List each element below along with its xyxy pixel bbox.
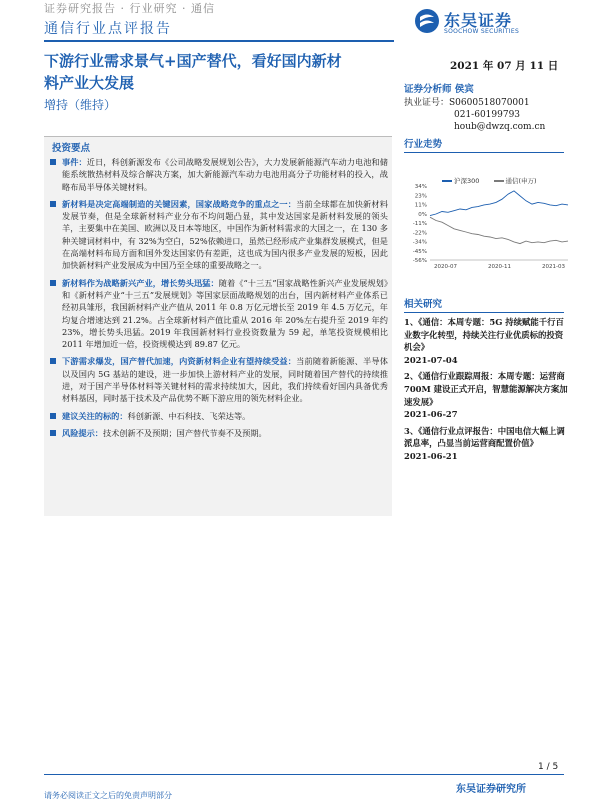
key-point-lead: 新材料作为战略新兴产业，增长势头迅猛： [62, 277, 219, 288]
key-point-lead: 建议关注的标的： [62, 410, 128, 421]
related-list [404, 316, 568, 467]
x-tick-label: 2020-11 [488, 264, 511, 270]
y-tick-label: -34% [412, 239, 427, 246]
related-item-date: 2021-06-27 [404, 409, 458, 420]
key-point-text: 科创新源、中石科技、飞荣达等。 [127, 410, 251, 421]
key-point-lead: 新材料是决定高端制造的关键因素，国家战略竞争的重点之一： [62, 198, 297, 209]
report-title-line1: 下游行业需求景气+国产替代，看好国内新材 [44, 52, 342, 70]
report-title [44, 50, 394, 94]
related-item-date: 2021-07-04 [404, 354, 458, 365]
y-tick-label: -22% [412, 230, 427, 237]
related-item[interactable] [404, 425, 568, 463]
brand-name-en: SOOCHOW SECURITIES [444, 28, 520, 35]
key-point-item [48, 156, 388, 193]
brand-name-cn: 东吴证券 [444, 11, 513, 30]
legend-label: 沪深300 [454, 177, 480, 185]
analyst-phone: 021-60199793 [454, 110, 521, 120]
y-tick-label: -11% [412, 221, 427, 227]
related-item-title: 3、《通信行业点评报告：中国电信大幅上调派息率，凸显当前运营商配置价值》 [404, 425, 565, 449]
key-points-divider [44, 136, 392, 137]
key-point-text: 当前全球都在加快新材料发展节奏，但是全球新材料产业分布不均问题凸显，其中发达国家是新材料发展的领头羊，主要集中在美国、欧洲以及日本等地区，中国作为新材料需求的大国之一，在 130 多种关键词材料中，有 32%为空白，52%依赖进口，虽然已经形成产业集群发展模式，但是在高端材料布局方面和国外发达国家仍有差距，这也成为国内很多产业发展的短板，因此加快新材料产业发展成为中国乃至全球的重要战略之一。 [62, 198, 388, 271]
analyst-name: 证券分析师 侯宾 [404, 84, 474, 95]
brand-logo [414, 6, 564, 40]
brand-mark-icon [414, 8, 440, 34]
y-tick-label: 0% [418, 211, 427, 218]
key-point-item [48, 355, 388, 404]
x-tick-label: 2020-07 [434, 264, 457, 270]
trend-heading: 行业走势 [404, 136, 564, 153]
key-point-lead: 下游需求爆发，国产替代加速，内资新材料企业有望持续受益： [62, 356, 297, 367]
page-number: 1 / 5 [538, 762, 559, 772]
bullet-square-icon [50, 413, 56, 419]
bullet-square-icon [50, 201, 56, 207]
key-point-item [48, 198, 388, 272]
key-point-text: 技术创新不及预期；国产替代节奏不及预期。 [102, 427, 267, 438]
related-heading: 相关研究 [404, 296, 564, 313]
y-tick-label: 11% [414, 202, 427, 209]
y-tick-label: -56% [412, 258, 427, 264]
key-point-lead: 事件： [62, 157, 87, 167]
rating: 增持（维持） [44, 98, 117, 112]
breadcrumb: 证券研究报告 · 行业研究 · 通信 [44, 2, 215, 15]
footer-firm: 东吴证券研究所 [456, 784, 526, 795]
analyst-block [404, 84, 564, 133]
related-item[interactable] [404, 370, 568, 420]
report-title-line2: 料产业大发展 [44, 74, 135, 92]
bullet-square-icon [50, 159, 56, 165]
footer-divider [44, 774, 564, 775]
y-tick-label: 23% [414, 193, 427, 200]
key-point-text: 近日，科创新源发布《公司战略发展规划公告》，大力发展新能源汽车动力电池和储能系统散热材料及综合解决方案，加大新能源汽车动力电池用高分子功能材料的投入，战略布局半导体关键材料。 [62, 157, 388, 192]
related-item-date: 2021-06-21 [404, 450, 458, 461]
legend-label: 通信(申万) [505, 177, 537, 185]
report-type: 通信行业点评报告 [44, 21, 172, 37]
y-tick-label: -45% [412, 248, 427, 255]
trend-chart [404, 172, 574, 272]
key-point-item [48, 410, 388, 422]
key-point-item [48, 277, 388, 351]
series-line [430, 217, 568, 243]
related-item[interactable] [404, 316, 568, 366]
footer-disclaimer: 请务必阅读正文之后的免责声明部分 [44, 791, 172, 800]
key-points-list [48, 156, 388, 444]
series-line [430, 191, 568, 216]
related-item-title: 1、《通信：本周专题：5G 持续赋能千行百业数字化转型，持续关注行业优质标的投资机会》 [404, 317, 564, 353]
key-points-heading: 投资要点 [52, 143, 91, 154]
key-point-lead: 风险提示： [62, 427, 103, 438]
analyst-email: houb@dwzq.com.cn [454, 122, 546, 132]
key-point-text: 当前随着新能源、半导体以及国内 5G 基站的建设，进一步加快上游材料产业的发展，同时随着国产替代的持续推进，对于国产半导体材料等关键材料的需求持续加大，因此，我们持续看好国内具备优秀材料基因，同时基于技术及产品优势不断下游应用的领先材料企业。 [62, 356, 388, 404]
bullet-square-icon [50, 280, 56, 286]
y-tick-label: 34% [414, 184, 427, 190]
analyst-cert: 执业证号：S0600518070001 [404, 98, 530, 108]
related-item-title: 2、《通信行业跟踪周报：本周专题：运营商 700M 建设正式开启，智慧能源解决方案加速发展》 [404, 371, 568, 407]
bullet-square-icon [50, 430, 56, 436]
header-divider [44, 40, 394, 42]
key-point-item [48, 427, 388, 439]
key-point-text: 随着《“十三五”国家战略性新兴产业发展规划》和《新材料产业“十三五”发展规划》等国家层面战略规划的出台，国内新材料产业体系已经初具雏形，我国新材料产业产值从 2011 年 0.8 万亿元增长至 2019 年 4.5 万亿元，年均复合增速达到 21.2%。占全球新材料产值比重从 2016 年 20%左右提升至 2019 年约 23%，增长势头迅猛。2019 年我国新材料行业投资数量为 59 起，单笔投资规模相比 2011 年增加近一倍，投资规模达到 89.87 亿元。 [62, 277, 388, 350]
report-date: 2021 年 07 月 11 日 [450, 60, 559, 72]
x-tick-label: 2021-03 [542, 264, 565, 270]
trend-section [404, 136, 574, 153]
bullet-square-icon [50, 358, 56, 364]
